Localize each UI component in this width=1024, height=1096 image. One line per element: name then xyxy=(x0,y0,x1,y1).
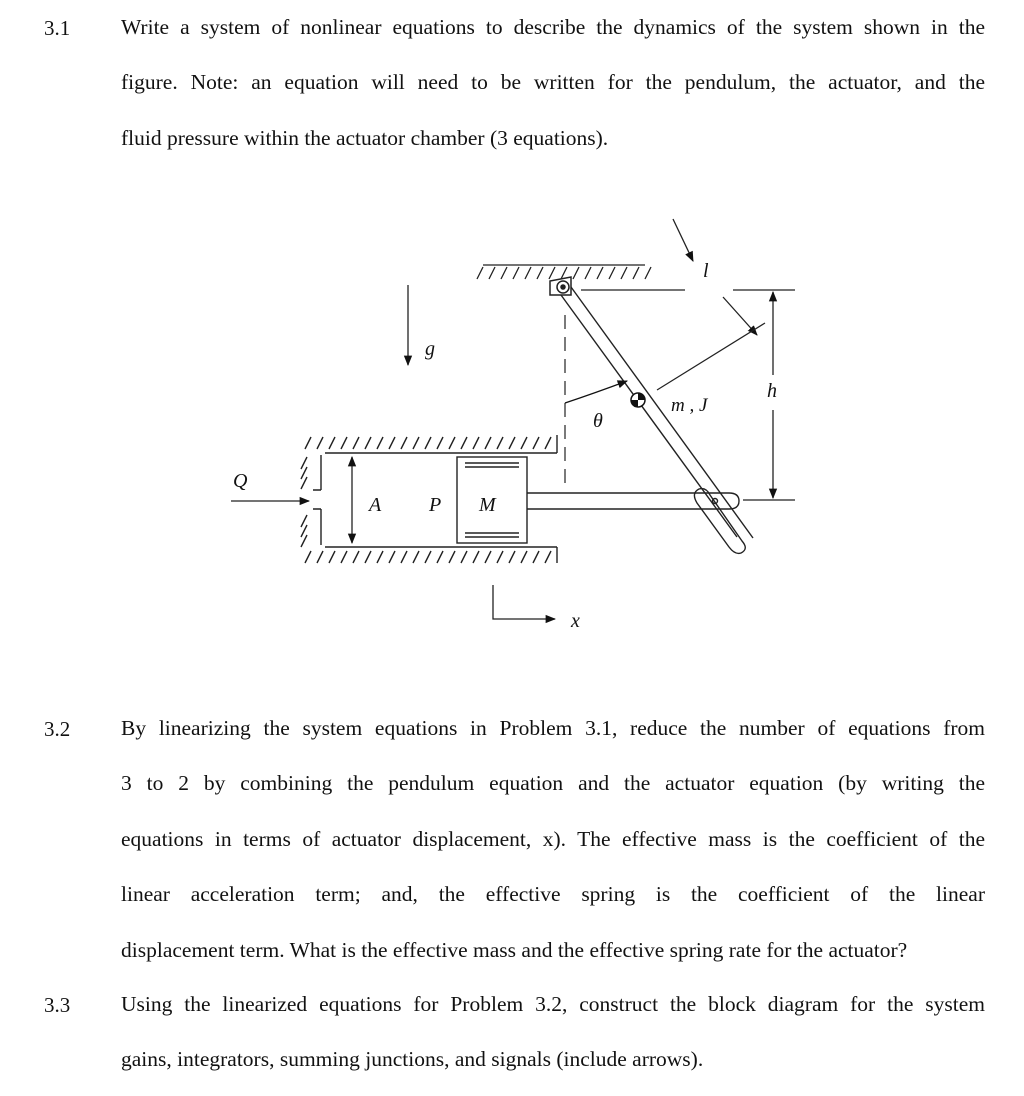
theta-label: θ xyxy=(593,410,603,432)
length-l-dimension-lower xyxy=(723,297,757,335)
gravity-label: g xyxy=(425,338,435,360)
problem-3-2-line: By linearizing the system equations in Problem 3.1, reduce the number of equations from xyxy=(121,716,985,740)
problem-3-2-line: equations in terms of actuator displacement, x). The effective mass is the coefficient of the xyxy=(121,826,985,851)
pendulum-actuator-figure xyxy=(225,205,825,645)
length-l-dimension-upper xyxy=(673,219,693,261)
height-label: h xyxy=(767,380,777,402)
problem-number-3-2: 3.2 xyxy=(44,717,71,741)
pendulum-rod xyxy=(561,287,753,553)
problem-3-3-line: gains, integrators, summing junctions, and signals (include arrows). xyxy=(121,1047,704,1072)
problem-3-1-line: figure. Note: an equation will need to be written for the pendulum, the actuator, and the xyxy=(121,70,985,95)
pressure-label: P xyxy=(429,494,442,516)
flow-label: Q xyxy=(233,470,248,492)
problem-3-1-line: Write a system of nonlinear equations to describe the dynamics of the system shown in the xyxy=(121,15,985,39)
problem-3-2-text xyxy=(121,701,985,978)
x-displacement-arrow xyxy=(493,585,555,619)
problem-3-3-line: Using the linearized equations for Problem 3.2, construct the block diagram for the system xyxy=(121,992,985,1016)
problem-3-2-line: linear acceleration term; and, the effective spring is the coefficient of the linear xyxy=(121,882,985,907)
length-label: l xyxy=(703,260,709,282)
problem-3-1-text xyxy=(121,0,985,166)
center-of-mass-symbol xyxy=(631,393,645,407)
problem-3-3-text xyxy=(121,977,985,1088)
length-l-right-extension xyxy=(657,323,765,390)
displacement-label: x xyxy=(571,610,580,632)
mass-inertia-label: m , J xyxy=(671,395,708,416)
pivot-support xyxy=(550,277,571,295)
problem-3-2-line: 3 to 2 by combining the pendulum equation and the actuator equation (by writing the xyxy=(121,771,985,796)
problem-number-3-3: 3.3 xyxy=(44,993,71,1017)
problem-3-2-line: displacement term. What is the effective mass and the effective spring rate for the actuator? xyxy=(121,937,908,962)
mass-label: M xyxy=(479,494,496,516)
ceiling-hatch xyxy=(477,265,651,279)
problem-number-3-1: 3.1 xyxy=(44,16,71,40)
theta-angle-arc xyxy=(565,381,627,403)
area-label: A xyxy=(369,494,382,516)
problem-3-1-line: fluid pressure within the actuator chamber (3 equations). xyxy=(121,125,609,150)
